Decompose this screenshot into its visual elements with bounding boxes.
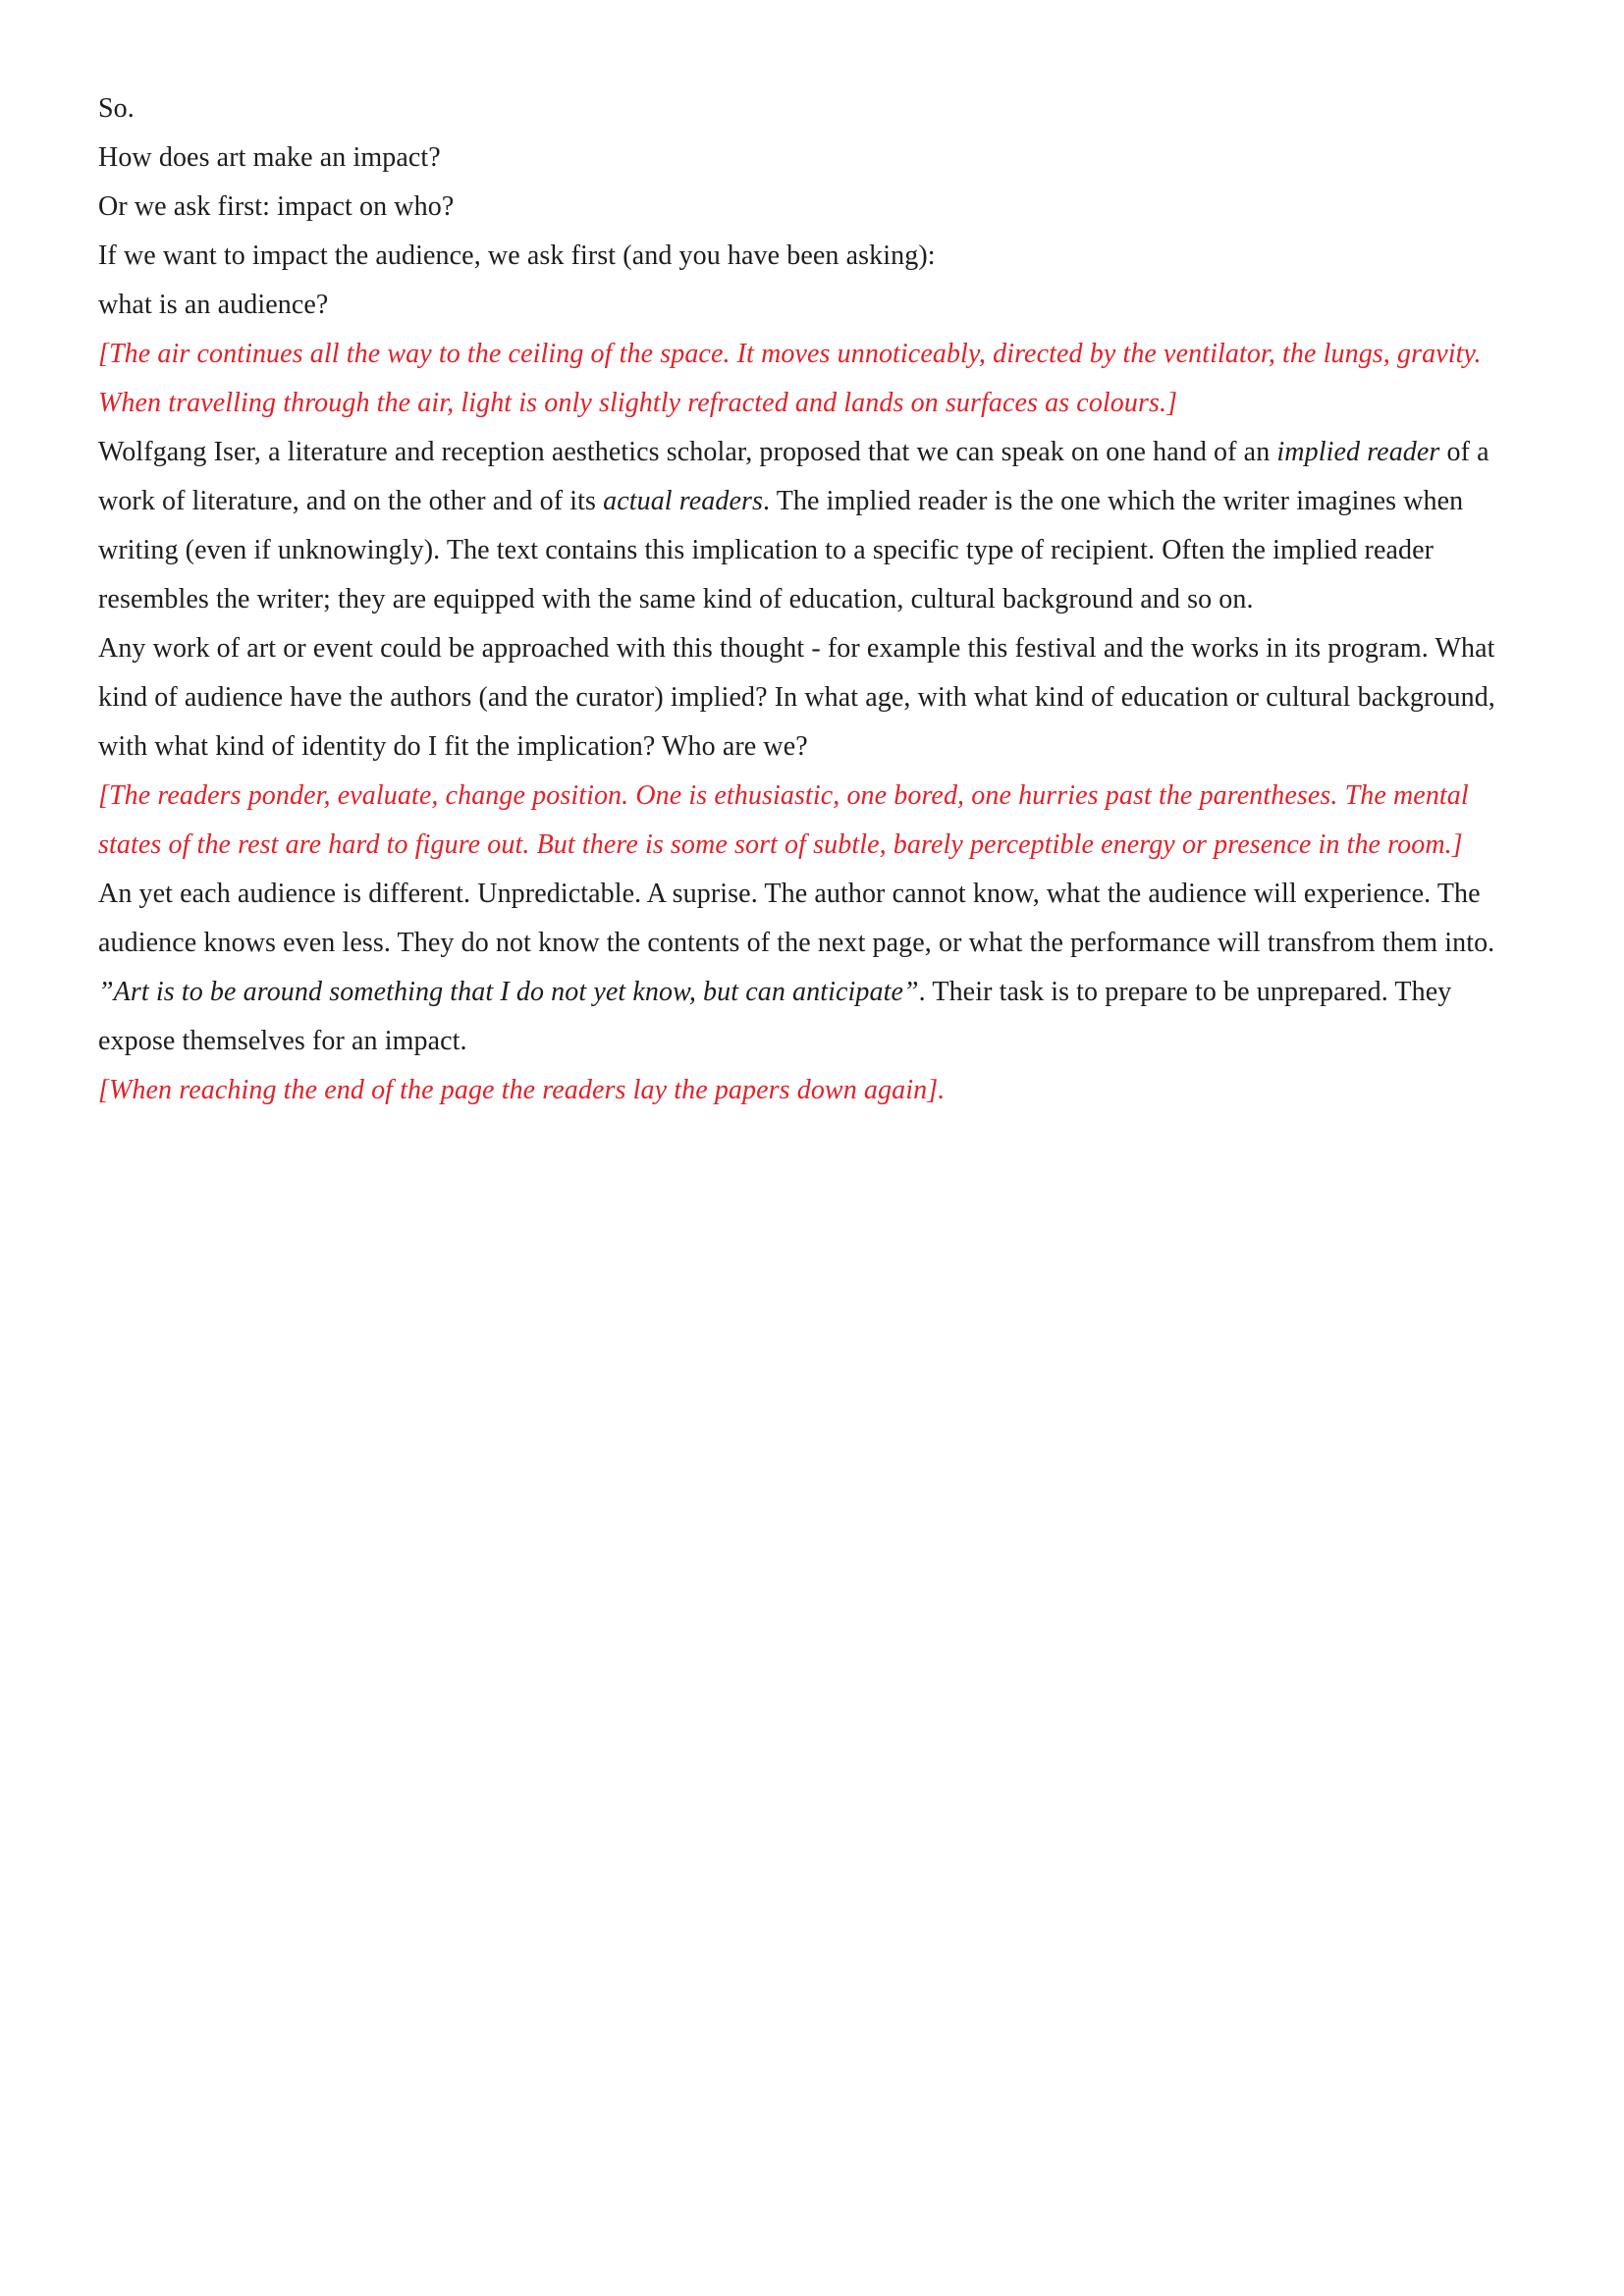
text-so: So. [98,93,135,124]
text-an-yet-quote: ”Art is to be around something that I do not yet know, but can anticipate” [98,977,919,1007]
text-implied-reader: implied reader [1276,437,1440,467]
paragraph-so [98,84,1530,133]
paragraph-question-who [98,183,1530,232]
paragraph-question-audience [98,232,1530,330]
paragraph-an-yet [98,870,1530,1066]
page-content [98,84,1530,1115]
text-stage-readers: [The readers ponder, evaluate, change position. One is ethusiastic, one bored, one hurries past the parentheses. The mental states of the rest are hard to figure out. But there is some sort of subtle, barely perceptible energy or presence in the room.] [98,780,1469,860]
text-question-audience-line1: If we want to impact the audience, we ask first (and you have been asking): [98,240,936,271]
paragraph-question-impact [98,133,1530,183]
text-question-audience-line2: what is an audience? [98,290,329,320]
text-iser-3: . The implied reader is the one which the writer imagines when writing (even if unknowingly). The text contains this implication to a specific type of recipient. Often the implied reader resembles the writer; they are equipped with the same kind of education, cultural background and so on. [98,486,1464,614]
text-any-work: Any work of art or event could be approached with this thought - for example this festival and the works in its program. What kind of audience have the authors (and the curator) implied? In what age, with what kind of education or cultural background, with what kind of identity do I fit the implication? Who are we? [98,633,1495,762]
text-iser-1: Wolfgang Iser, a literature and reception aesthetics scholar, proposed that we can speak on one hand of an [98,437,1277,467]
text-stage-air: [The air continues all the way to the ceiling of the space. It moves unnoticeably, directed by the ventilator, the lungs, gravity. When travelling through the air, light is only slightly refracted and lands on surfaces as colours.] [98,339,1482,418]
text-iser-2: of a work of literature, and on the other and of its [98,437,1489,516]
text-actual-readers: actual readers [603,486,763,516]
paragraph-any-work [98,624,1530,772]
text-stage-end: [When reaching the end of the page the readers lay the papers down again]. [98,1075,946,1105]
paragraph-wolfgang-iser [98,428,1530,624]
text-an-yet-1: An yet each audience is different. Unpredictable. A suprise. The author cannot know, what the audience will experience. The audience knows even less. They do not know the contents of the next page, or what the performance will transfrom them into. [98,879,1495,958]
text-an-yet-2: . Their task is to prepare to be unprepared. They expose themselves for an impact. [98,977,1452,1056]
stage-direction-readers [98,772,1530,870]
text-question-who: Or we ask first: impact on who? [98,191,455,222]
stage-direction-air [98,330,1530,428]
text-question-impact: How does art make an impact? [98,142,441,173]
stage-direction-end-of-page [98,1066,1530,1115]
